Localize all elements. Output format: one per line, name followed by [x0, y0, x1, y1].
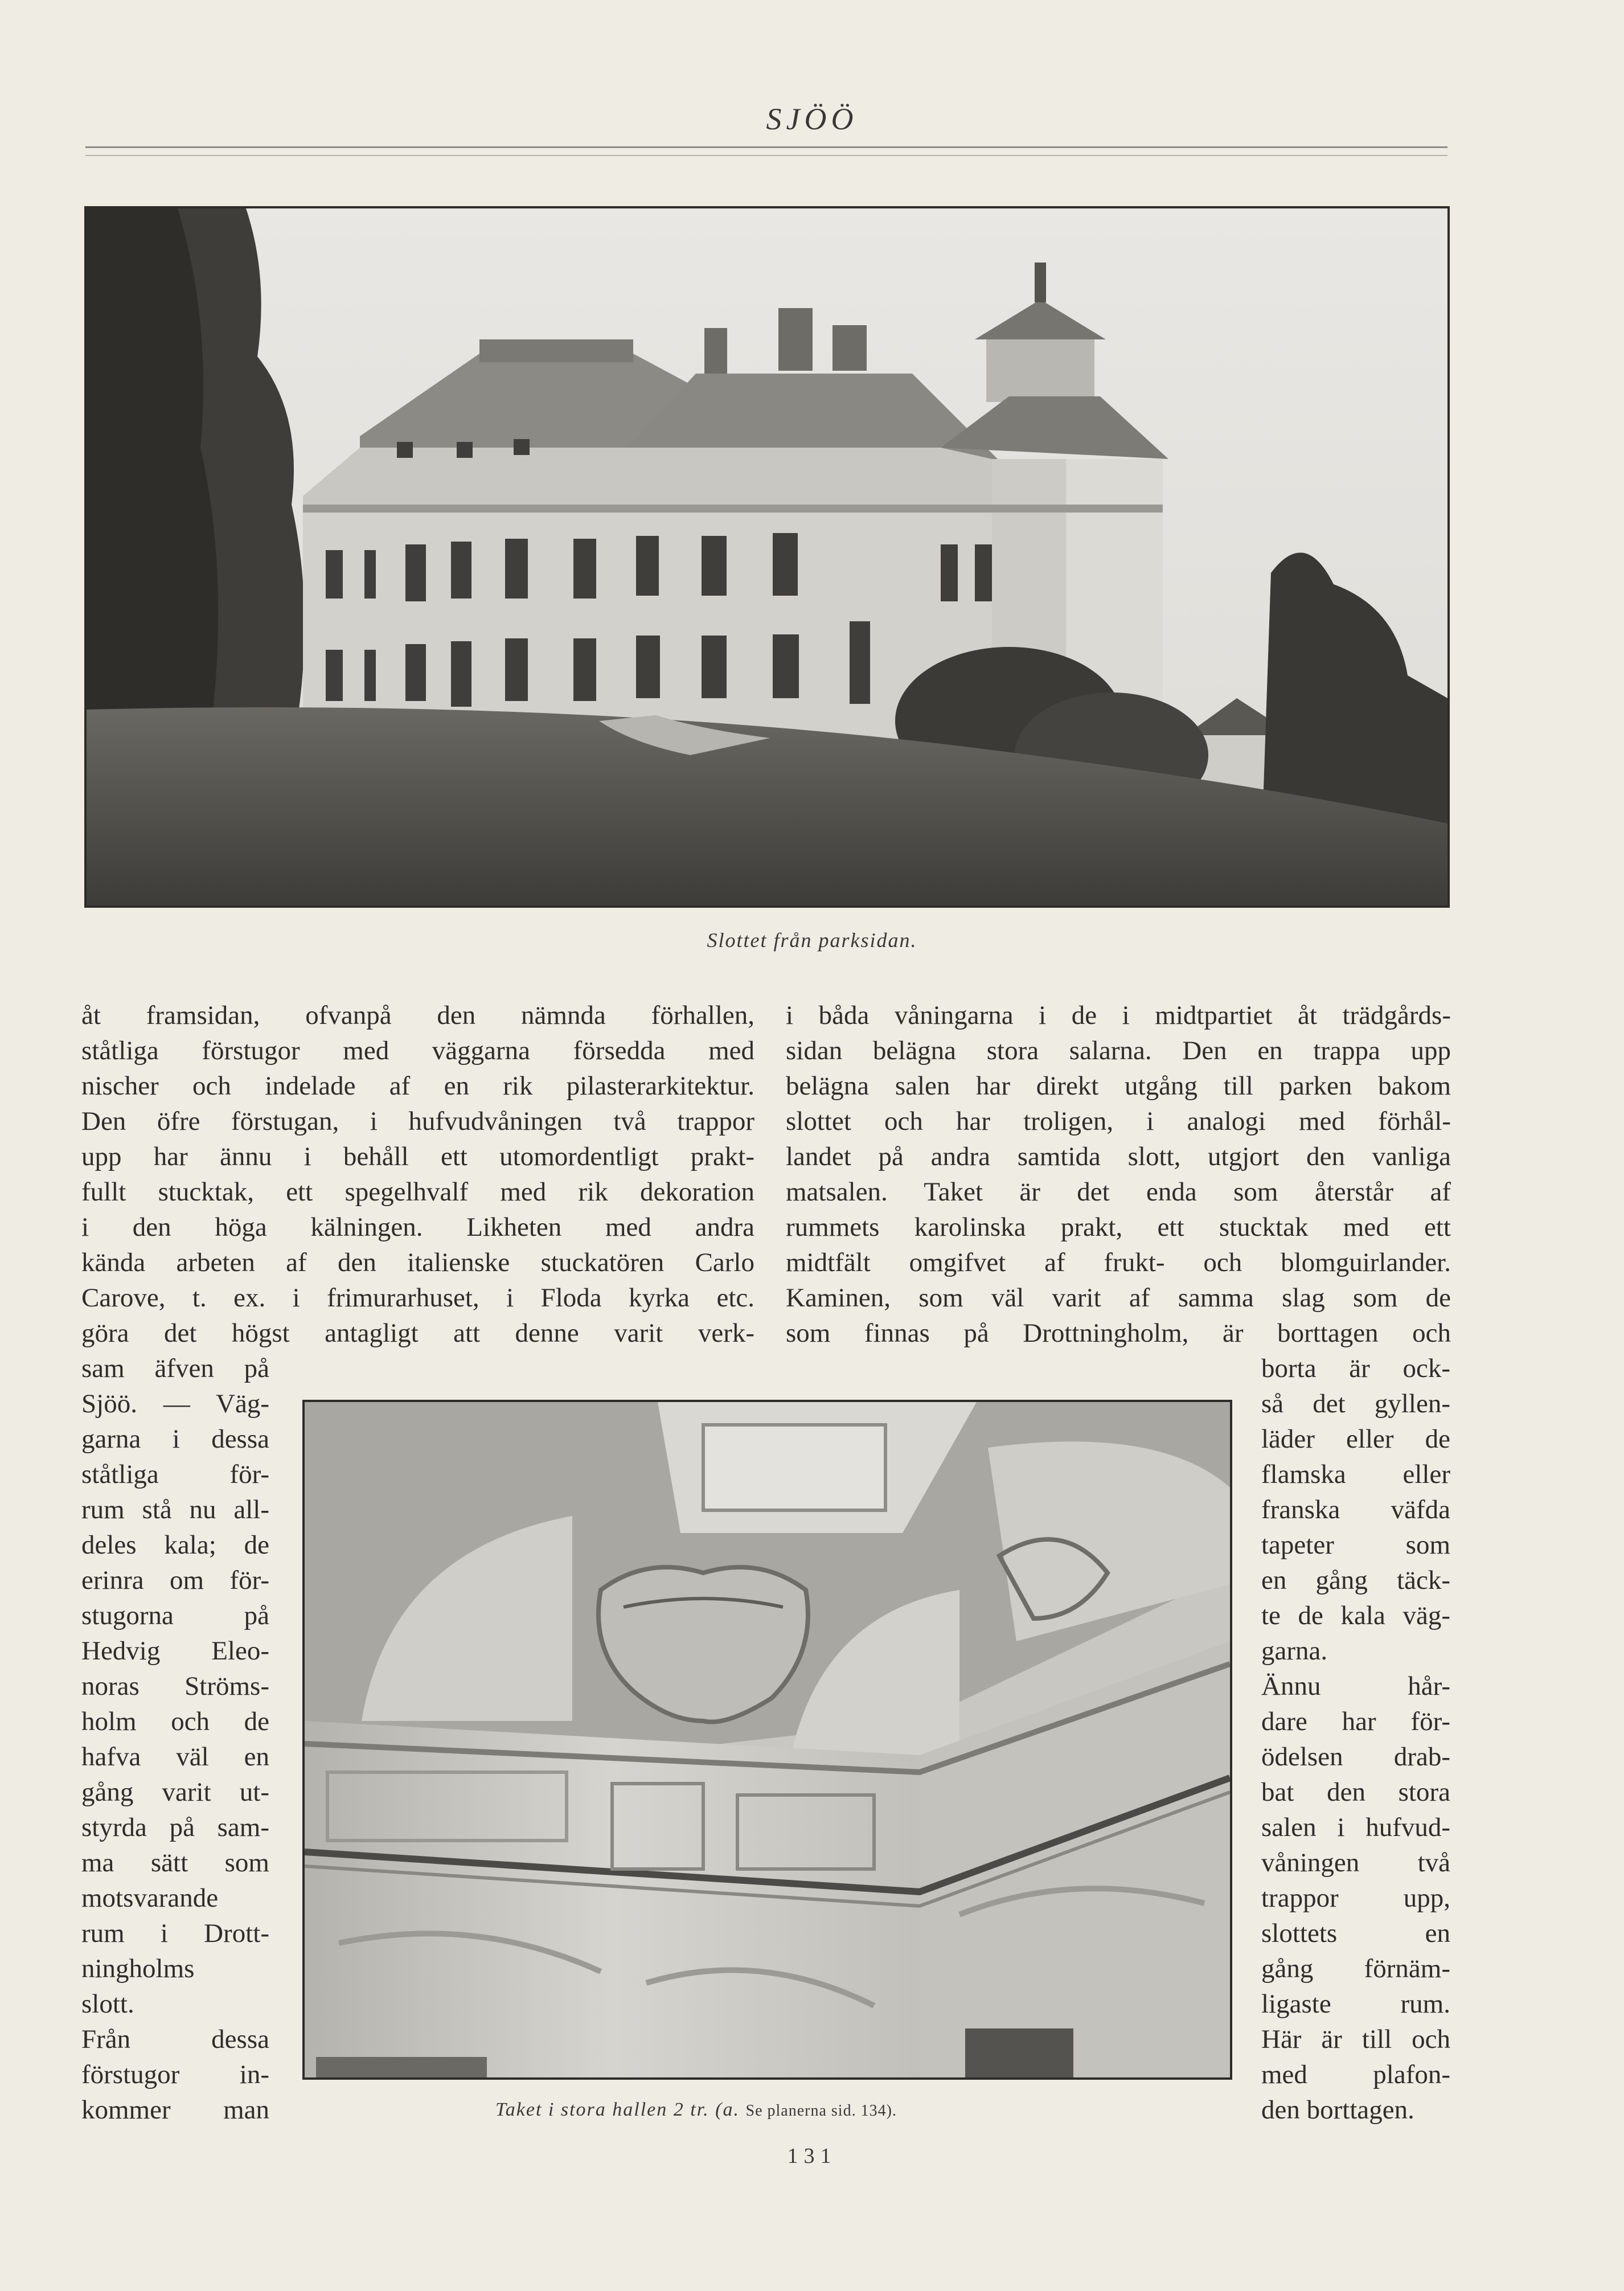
- text-line: läder eller de: [1261, 1424, 1450, 1454]
- text-line: ödelsen drab-: [1261, 1742, 1450, 1772]
- text-line: i den höga kälningen. Likheten med andra: [81, 1212, 754, 1242]
- text-line: den borttagen.: [1261, 2095, 1414, 2125]
- text-line: tapeter som: [1261, 1530, 1450, 1560]
- text-line: nischer och indelade af en rik pilasterarkitektur.: [81, 1071, 754, 1101]
- text-line: ma sätt som: [81, 1848, 269, 1878]
- text-line: våningen två: [1261, 1848, 1450, 1878]
- text-line: hafva väl en: [81, 1742, 269, 1772]
- castle-photo-image: [87, 208, 1447, 905]
- text-line: stugorna på: [81, 1601, 269, 1630]
- header-rule-thin: [85, 155, 1447, 156]
- text-line: salen i hufvud-: [1261, 1813, 1450, 1842]
- text-line: gång varit ut-: [81, 1777, 269, 1807]
- text-line: flamska eller: [1261, 1460, 1450, 1489]
- text-line: Från dessa: [81, 2024, 269, 2054]
- text-line: slottet och har troligen, i analogi med förhål-: [786, 1106, 1451, 1136]
- text-line: gång förnäm-: [1261, 1954, 1450, 1983]
- text-line: garna.: [1261, 1636, 1328, 1666]
- text-line: belägna salen har direkt utgång till parken bakom: [786, 1071, 1451, 1101]
- text-line: Den öfre förstugan, i hufvudvåningen två trappor: [81, 1106, 754, 1136]
- text-column-right-top: [786, 998, 1451, 1351]
- header-rule: [85, 146, 1447, 148]
- text-line: slott.: [81, 1989, 134, 2019]
- text-line: en gång täck-: [1261, 1565, 1450, 1595]
- text-column-right-narrow: [1261, 1351, 1450, 2128]
- text-line: upp har ännu i behåll ett utomordentligt prakt-: [81, 1142, 754, 1171]
- text-line: Kaminen, som väl varit af samma slag som de: [786, 1283, 1451, 1313]
- text-line: styrda på sam-: [81, 1813, 269, 1842]
- text-line: förstugor in-: [81, 2060, 269, 2089]
- text-line: garna i dessa: [81, 1424, 269, 1454]
- text-line: midtfält omgifvet af frukt- och blomguirlander.: [786, 1248, 1451, 1277]
- text-line: Hedvig Eleo-: [81, 1636, 269, 1666]
- text-line: sidan belägna stora salarna. Den en trappa upp: [786, 1036, 1451, 1065]
- text-line: franska väfda: [1261, 1495, 1450, 1524]
- text-column-left-narrow: [81, 1351, 269, 2128]
- ceiling-photo: [302, 1400, 1232, 2080]
- text-line: Carove, t. ex. i frimurarhuset, i Floda kyrka etc.: [81, 1283, 754, 1313]
- text-line: slottets en: [1261, 1919, 1450, 1948]
- castle-photo-caption: Slottet från parksidan.: [707, 929, 917, 952]
- text-line: med plafon-: [1261, 2060, 1450, 2089]
- text-line: Sjöö. — Väg-: [81, 1389, 269, 1419]
- text-line: bat den stora: [1261, 1777, 1450, 1807]
- text-line: dare har för-: [1261, 1707, 1450, 1736]
- text-line: rum i Drott-: [81, 1919, 269, 1948]
- text-line: deles kala; de: [81, 1530, 269, 1560]
- text-line: erinra om för-: [81, 1565, 269, 1595]
- text-line: sam äfven på: [81, 1354, 269, 1383]
- text-line: te de kala väg-: [1261, 1601, 1450, 1630]
- text-line: åt framsidan, ofvanpå den nämnda förhallen,: [81, 1001, 754, 1030]
- text-line: ningholms: [81, 1954, 195, 1983]
- text-line: fullt stucktak, ett spegelhvalf med rik dekoration: [81, 1177, 754, 1207]
- text-line: ståtliga förstugor med väggarna försedda med: [81, 1036, 754, 1065]
- text-line: kommer man: [81, 2095, 269, 2125]
- text-line: Här är till och: [1261, 2024, 1450, 2054]
- text-line: i båda våningarna i de i midtpartiet åt trädgårds-: [786, 1001, 1451, 1030]
- text-line: som finnas på Drottningholm, är borttagen och: [786, 1318, 1451, 1348]
- text-line: borta är ock-: [1261, 1354, 1450, 1383]
- text-line: rummets karolinska prakt, ett stucktak med ett: [786, 1212, 1451, 1242]
- page-number: 131: [787, 2144, 837, 2168]
- text-line: så det gyllen-: [1261, 1389, 1450, 1419]
- text-line: kända arbeten af den italienske stuckatören Carlo: [81, 1248, 754, 1277]
- text-line: trappor upp,: [1261, 1883, 1450, 1913]
- ceiling-caption-reference: Se planerna sid. 134).: [745, 2102, 897, 2120]
- text-line: rum stå nu all-: [81, 1495, 269, 1524]
- text-line: matsalen. Taket är det enda som återstår af: [786, 1177, 1451, 1207]
- text-line: landet på andra samtida slott, utgjort den vanliga: [786, 1142, 1451, 1171]
- castle-photo: [84, 206, 1450, 908]
- text-line: ståtliga för-: [81, 1460, 269, 1489]
- text-line: Ännu hår-: [1261, 1671, 1450, 1701]
- text-line: motsvarande: [81, 1883, 219, 1913]
- ceiling-photo-image: [305, 1402, 1230, 2077]
- text-line: noras Ströms-: [81, 1671, 269, 1701]
- text-line: ligaste rum.: [1261, 1989, 1450, 2019]
- running-title: SJÖÖ: [766, 102, 858, 136]
- text-line: göra det högst antagligt att denne varit verk-: [81, 1318, 754, 1348]
- text-line: holm och de: [81, 1707, 269, 1736]
- ceiling-photo-caption: [495, 2099, 897, 2121]
- ceiling-caption-italic: Taket i stora hallen 2 tr. (a.: [495, 2099, 740, 2120]
- text-column-left-top: [81, 998, 754, 1351]
